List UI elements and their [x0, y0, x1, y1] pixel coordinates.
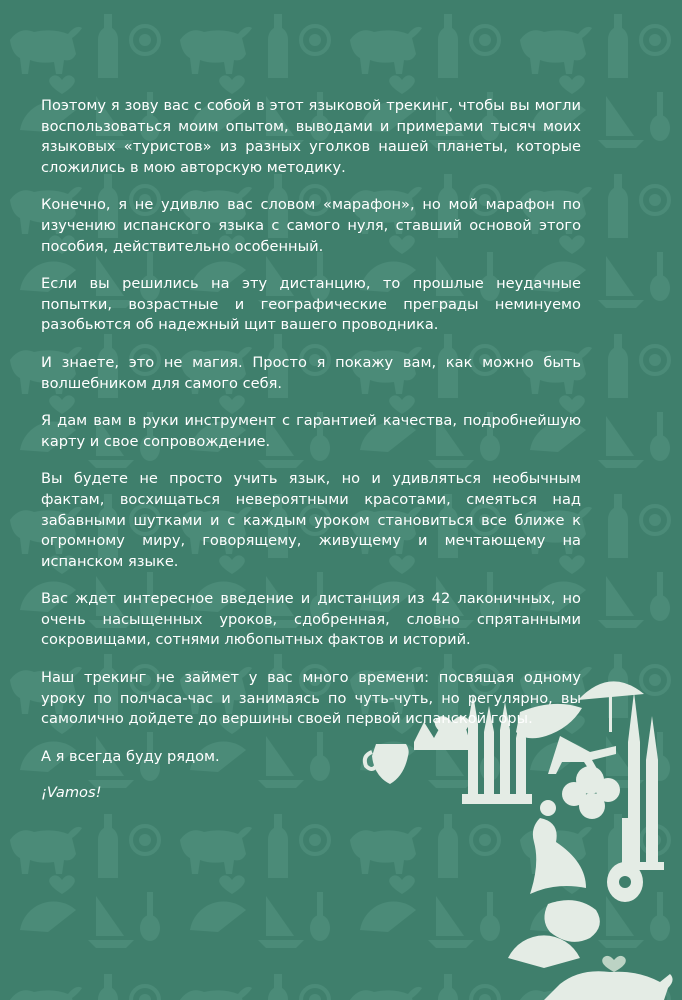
paragraph: И знаете, это не магия. Просто я покажу вам, как можно быть волшебником для самого себя.	[41, 353, 581, 392]
closing-line: А я всегда буду рядом.	[41, 747, 220, 765]
paragraph: Поэтому я зову вас с собой в этот языковой трекинг, чтобы вы могли воспользоваться моим опытом, выводами и примерами тысяч моих языковых «туристов» из разных уголков нашей планеты, которые сложились в мою авторскую методику.	[41, 97, 581, 176]
tower-icon	[622, 692, 664, 870]
vamos-exclamation: ¡Vamos!	[41, 784, 102, 802]
paragraph: Я дам вам в руки инструмент с гарантией качества, подробнейшую карту и свое сопровождение.	[41, 412, 581, 450]
bull-icon	[544, 971, 673, 1000]
paragraph: Вас ждет интересное введение и дистанция из 42 лаконичных, но очень насыщенных уроков, сдобренная, словно спрятанными сокровищами, сотнями любопытных фактов и историй.	[41, 590, 581, 649]
intro-text	[41, 96, 581, 821]
paragraph: Если вы решились на эту дистанцию, то прошлые неудачные попытки, возрастные и географические преграды неминуемо разобьются об надежный щит вашего проводника.	[41, 275, 581, 334]
ham-leg-icon	[544, 900, 599, 942]
paragraph: Наш трекинг не займет у вас много времени: посвящая одному уроку по полчаса-час и занимаясь по чуть-чуть, но регулярно, вы самолично дойдете до вершины своей первой испанской горы.	[41, 669, 581, 728]
small-heart-icon	[602, 956, 626, 972]
paragraph: Конечно, я не удивлю вас словом «марафон», но мой марафон по изучению испанского языка с самого нуля, ставший основой этого пособия, действительно особенный.	[41, 196, 581, 255]
paragraph: Вы будете не просто учить язык, но и удивляться необычным фактам, восхищаться невероятными красотами, смеяться над забавными шутками и с каждым уроком становиться все ближе к огромному миру, говорящему, живущему и мечтающему на испанском языке.	[41, 470, 581, 570]
